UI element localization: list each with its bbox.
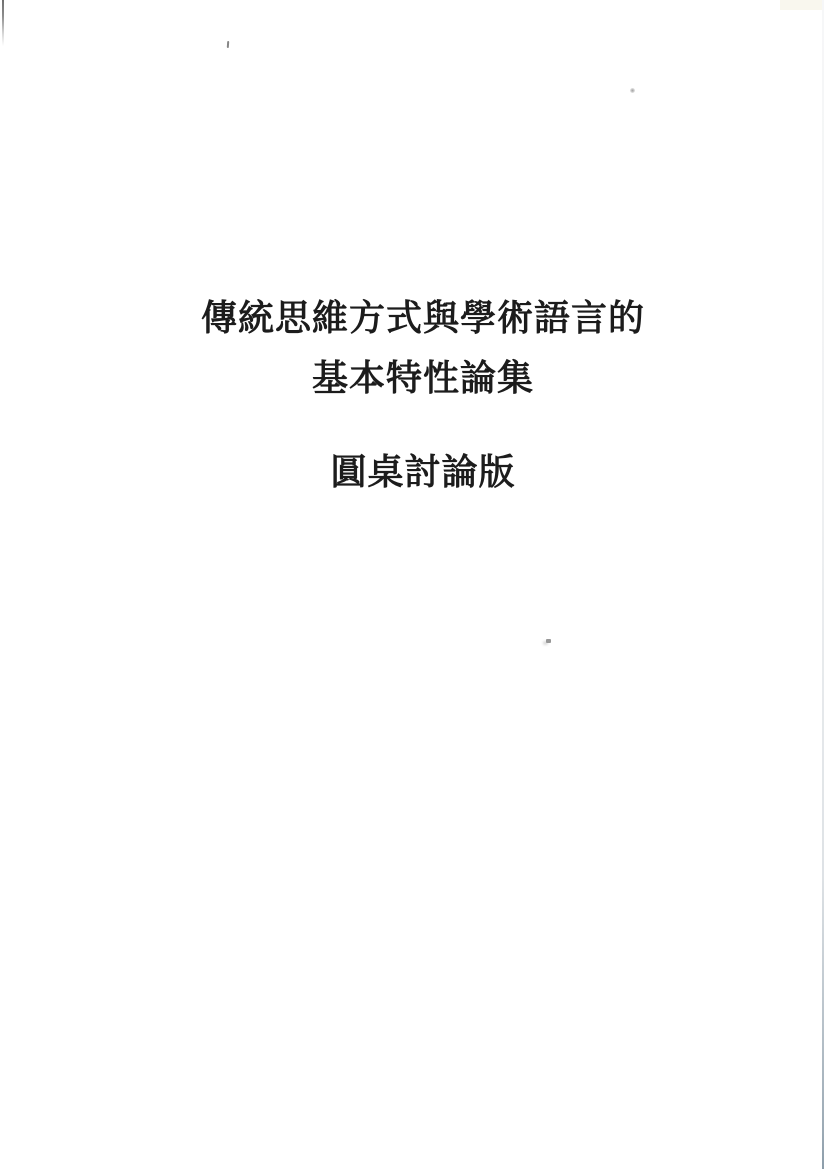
scan-corner-tint-artifact	[780, 0, 822, 10]
document-title-line-1: 傳統思維方式與學術語言的	[200, 297, 645, 339]
scan-speck-artifact	[227, 41, 229, 48]
scan-speck-artifact	[630, 88, 635, 93]
scan-speck-artifact	[546, 639, 551, 643]
scan-edge-right-artifact	[822, 0, 824, 1169]
title-block	[10, 288, 826, 502]
scan-edge-left-artifact	[2, 0, 4, 46]
document-subtitle: 圓桌討論版	[330, 451, 516, 493]
document-title-line-2: 基本特性論集	[311, 357, 534, 399]
